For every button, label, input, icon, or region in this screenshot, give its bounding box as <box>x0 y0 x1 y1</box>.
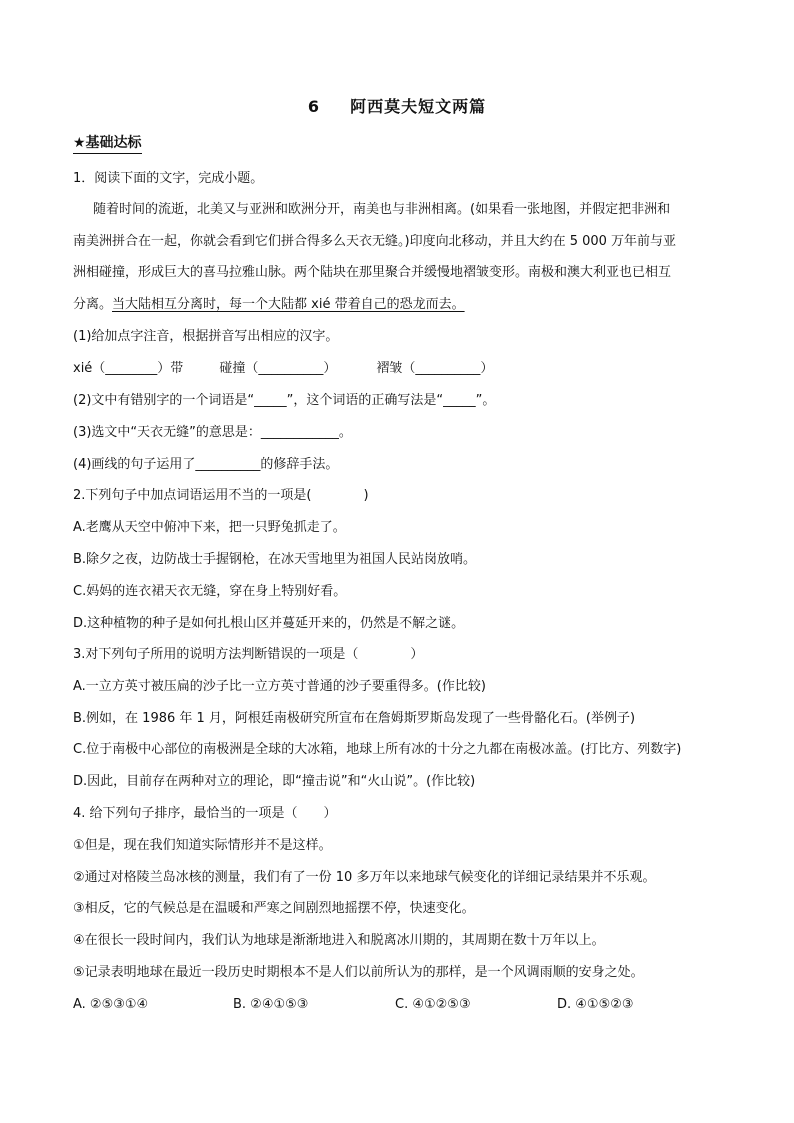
q1-sub1-item-2: 碰撞（__________） <box>219 361 337 376</box>
q2-option-c: C.妈妈的连衣裙天衣无缝，穿在身上特别好看。 <box>73 584 347 599</box>
q3-option-c: C.位于南极中心部位的南极洲是全球的大冰箱，地球上所有冰的十分之九都在南极冰盖。(打比方、列数字) <box>73 742 682 757</box>
q1-passage-line-4 <box>73 296 465 314</box>
lesson-title <box>0 96 794 118</box>
q3-option-d: D.因此，目前存在两种对立的理论，即“撞击说”和“火山说”。(作比较) <box>73 774 476 789</box>
q4-options <box>73 996 634 1014</box>
q2-option-b: B.除夕之夜，边防战士手握钢枪，在冰天雪地里为祖国人民站岗放哨。 <box>73 552 477 567</box>
q3-stem: 3.对下列句子所用的说明方法判断错误的一项是（ ） <box>73 647 424 662</box>
q1-passage-line-2: 南美洲拼合在一起，你就会看到它们拼合得多么天衣无缝。)印度向北移动，并且大约在 5 000 万年前与亚 <box>73 234 677 249</box>
q2-option-d: D.这种植物的种子是如何扎根山区并蔓延开来的，仍然是不解之谜。 <box>73 616 465 631</box>
q4-option-c: C. ④①②⑤③ <box>395 997 471 1012</box>
q4-stem: 4. 给下列句子排序，最恰当的一项是（ ） <box>73 806 337 821</box>
q1-sub1-item-3: 褶皱（__________） <box>376 361 494 376</box>
q4-option-a: A. ②⑤③①④ <box>73 997 149 1012</box>
lesson-number: 6 <box>307 97 321 116</box>
q1-sub2: (2)文中有错别字的一个词语是“_____”，这个词语的正确写法是“_____”。 <box>73 393 496 408</box>
q1-sub1: (1)给加点字注音，根据拼音写出相应的汉字。 <box>73 329 339 344</box>
q4-sentence-2: ②通过对格陵兰岛冰核的测量，我们有了一份 10 多万年以来地球气候变化的详细记录结果并不乐观。 <box>73 870 656 885</box>
q1-passage-line-3: 洲相碰撞，形成巨大的喜马拉雅山脉。两个陆块在那里聚合并缓慢地褶皱变形。南极和澳大利亚也已相互 <box>73 265 672 280</box>
q2-option-a: A.老鹰从天空中俯冲下来，把一只野兔抓走了。 <box>73 520 346 535</box>
q1-sub3-blank: ____________。 <box>260 425 352 440</box>
q1-sub4: (4)画线的句子运用了__________的修辞手法。 <box>73 457 339 472</box>
q4-sentence-3: ③相反，它的气候总是在温暖和严寒之间剧烈地摇摆不停，快速变化。 <box>73 901 475 916</box>
q4-option-d: D. ④①⑤②③ <box>557 997 634 1012</box>
lesson-title-text: 阿西莫夫短文两篇 <box>350 97 487 116</box>
q3-option-b: B.例如，在 1986 年 1 月，阿根廷南极研究所宣布在詹姆斯罗斯岛发现了一些骨骼化石。(举例子) <box>73 711 636 726</box>
q1-sub1-item-1: xié（________）带 <box>73 361 184 376</box>
section-heading: ★基础达标 <box>73 134 142 154</box>
q1-passage-line-4-text: 分离。 <box>73 297 113 312</box>
q1-underlined-sentence: 当大陆相互分离时，每一个大陆都 xié 带着自己的恐龙而去。 <box>112 297 465 312</box>
q1-sub3-prefix: (3)选文中“天衣无缝”的意思是： <box>73 425 261 440</box>
q2-stem: 2.下列句子中加点词语运用不当的一项是( ) <box>73 488 369 503</box>
q1-sub3 <box>73 424 352 442</box>
q1-passage-line-1: 随着时间的流逝，北美又与亚洲和欧洲分开，南美也与非洲相离。(如果看一张地图，并假定把非洲和 <box>93 202 671 217</box>
q4-sentence-4: ④在很长一段时间内，我们认为地球是渐渐地进入和脱离冰川期的，其周期在数十万年以上。 <box>73 933 605 948</box>
q4-sentence-1: ①但是，现在我们知道实际情形并不是这样。 <box>73 838 332 853</box>
q4-option-b: B. ②④①⑤③ <box>233 997 309 1012</box>
q1-sub1-items <box>73 360 493 378</box>
q3-option-a: A.一立方英寸被压扁的沙子比一立方英寸普通的沙子要重得多。(作比较) <box>73 679 486 694</box>
q1-stem: 1．阅读下面的文字，完成小题。 <box>73 171 264 186</box>
q4-sentence-5: ⑤记录表明地球在最近一段历史时期根本不是人们以前所认为的那样，是一个风调雨顺的安身之处。 <box>73 965 644 980</box>
